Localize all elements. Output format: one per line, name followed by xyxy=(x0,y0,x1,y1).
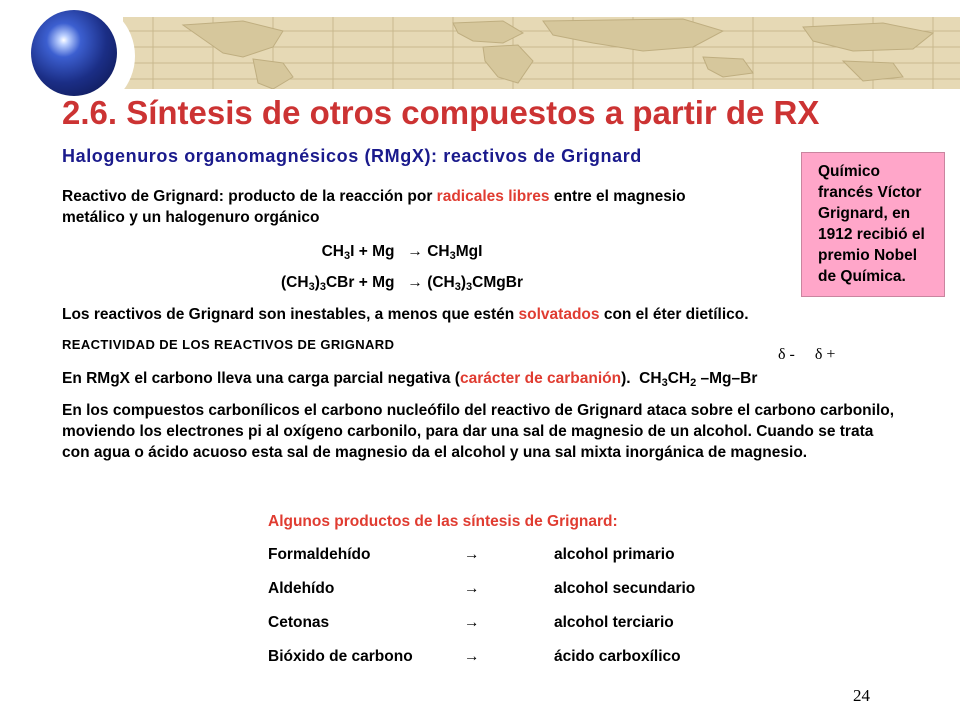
eq2-part: ) xyxy=(460,274,467,291)
formula-part: CH xyxy=(667,370,691,387)
page-number: 24 xyxy=(853,686,870,705)
product-row-reactant: Formaldehído xyxy=(268,546,371,563)
eq1-reactant: CH xyxy=(321,243,344,260)
product-row-reactant: Bióxido de carbono xyxy=(268,648,413,665)
stability-text-end: con el éter dietílico. xyxy=(599,306,749,323)
formula-part: –Mg–Br xyxy=(700,370,758,387)
reactivity-text: En RMgX el carbono lleva una carga parcial negativa ( xyxy=(62,370,460,387)
reactivity-line xyxy=(62,368,757,389)
product-row-product: alcohol terciario xyxy=(554,614,674,631)
eq1-product: CH xyxy=(427,243,450,260)
product-row-reactant: Aldehído xyxy=(268,580,335,597)
product-row-product: ácido carboxílico xyxy=(554,648,681,665)
product-row-arrow-icon: → xyxy=(464,546,480,563)
page-subtitle: Halogenuros organomagnésicos (RMgX): reactivos de Grignard xyxy=(62,146,642,166)
eq1-reactant-rest: I + Mg xyxy=(350,243,395,260)
eq1-product-sub: 3 xyxy=(449,250,456,262)
product-row-arrow-icon: → xyxy=(464,648,480,665)
eq2-sub: 3 xyxy=(319,281,326,293)
eq2-arrow-icon: → xyxy=(407,274,423,291)
eq2-sub: 3 xyxy=(454,281,461,293)
intro-text-end: entre el magnesio metálico y un halogenuro orgánico xyxy=(62,188,686,226)
product-row-arrow-icon: → xyxy=(464,614,480,631)
product-row-reactant: Cetonas xyxy=(268,614,330,631)
mechanism-paragraph: En los compuestos carbonílicos el carbono nucleófilo del reactivo de Grignard ataca sobre el carbono carbonilo, moviendo los electrones pi al oxígeno carbonilo, para dar una sal de magnesio de un alcohol. Cuando se trata con agua o ácido acuoso esta sal de magnesio da el alcohol y una sal mixta inorgánica de magnesio. xyxy=(62,402,895,461)
eq2-part: (CH xyxy=(281,274,309,291)
note-text: Químico francés Víctor Grignard, en 1912 recibió el premio Nobel de Química. xyxy=(818,163,925,285)
map-banner xyxy=(123,17,960,89)
product-row-product: alcohol secundario xyxy=(554,580,696,597)
eq1-product-rest: MgI xyxy=(455,243,483,260)
eq1-arrow-icon: → xyxy=(407,243,423,260)
section-heading: REACTIVIDAD DE LOS REACTIVOS DE GRIGNARD xyxy=(62,337,395,352)
stability-text: Los reactivos de Grignard son inestables, a menos que estén xyxy=(62,306,519,323)
partial-charges xyxy=(778,346,835,364)
intro-text: Reactivo de Grignard: producto de la reacción por xyxy=(62,188,437,205)
world-map-graphic xyxy=(123,17,960,89)
eq2-sub: 3 xyxy=(466,281,473,293)
product-row-arrow-icon: → xyxy=(464,580,480,597)
products-heading: Algunos productos de las síntesis de Grignard: xyxy=(268,513,618,530)
formula-sub: 2 xyxy=(690,377,697,389)
formula-sub: 3 xyxy=(661,377,668,389)
equation-1 xyxy=(62,243,742,261)
eq1-sub: 3 xyxy=(343,250,351,262)
reactivity-highlight: carácter de carbanión xyxy=(459,370,622,387)
globe-icon xyxy=(31,10,117,96)
eq2-part: CMgBr xyxy=(472,274,523,291)
eq2-sub: 3 xyxy=(308,281,315,293)
stability-highlight: solvatados xyxy=(518,306,600,323)
product-row-product: alcohol primario xyxy=(554,546,675,563)
eq2-part: CBr + Mg xyxy=(325,274,395,291)
formula-part: CH xyxy=(639,370,662,387)
eq2-part: (CH xyxy=(427,274,455,291)
negative-charge: δ - xyxy=(778,346,795,363)
intro-paragraph xyxy=(62,186,742,228)
positive-charge: δ + xyxy=(814,346,836,363)
reactivity-text-end: ). xyxy=(621,370,631,387)
stability-paragraph xyxy=(62,304,749,325)
equation-2 xyxy=(62,274,742,292)
grignard-note-box xyxy=(801,152,945,297)
intro-highlight: radicales libres xyxy=(436,188,550,205)
page-title: 2.6. Síntesis de otros compuestos a partir de RX xyxy=(62,94,820,131)
eq2-part: ) xyxy=(314,274,320,291)
